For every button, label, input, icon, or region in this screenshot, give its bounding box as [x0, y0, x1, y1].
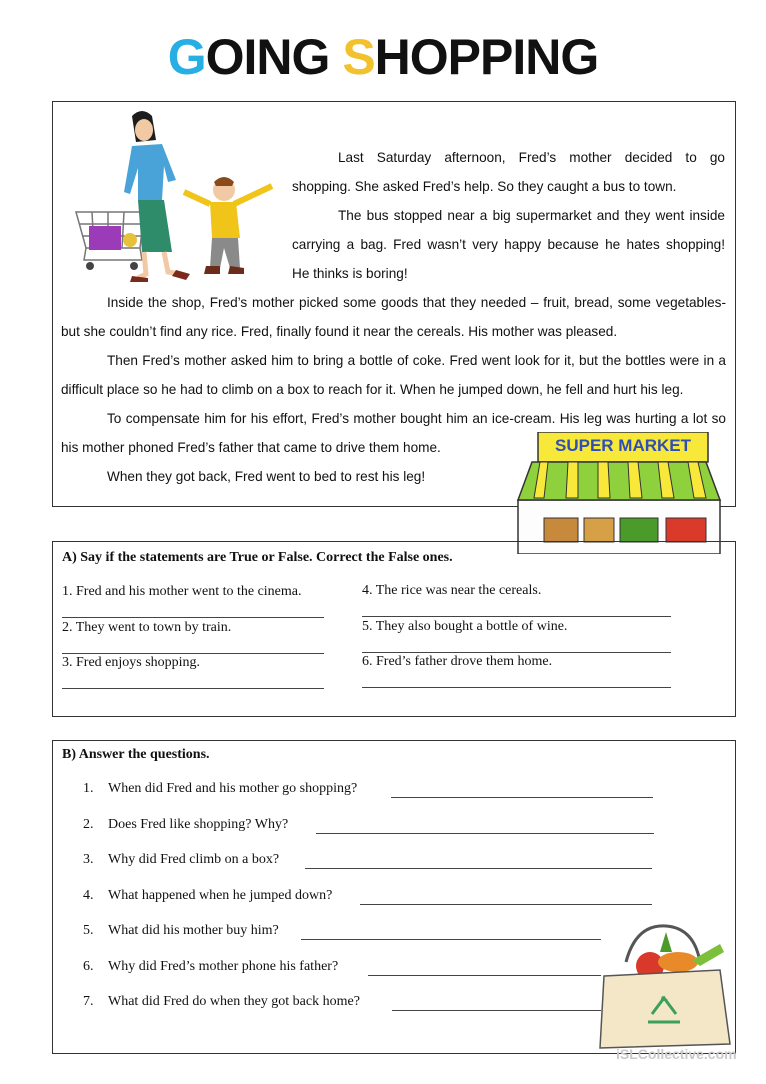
story-paragraph-4: Then Fred’s mother asked him to bring a bottle of coke. Fred went look for it, but the bottles were in a difficult place so he had to climb on a box to reach for it. When he jumped down, he fell and hurt his leg. [61, 353, 726, 397]
question-3: 3. Why did Fred climb on a box? [83, 852, 280, 867]
worksheet-title [0, 28, 766, 86]
question-7: 7. What did Fred do when they got back home? [83, 994, 360, 1009]
question-5-answer-line[interactable] [301, 939, 601, 940]
section-a-title: A) Say if the statements are True or False. Correct the False ones. [62, 550, 453, 565]
shopping-bag-illustration [596, 922, 738, 1054]
title-first-rest: OING [205, 29, 343, 85]
question-1-answer-line[interactable] [391, 797, 653, 798]
statement-4: 4. The rice was near the cereals. [362, 583, 542, 598]
statement-6: 6. Fred’s father drove them home. [362, 654, 553, 669]
question-6: 6. Why did Fred’s mother phone his father? [83, 959, 339, 974]
supermarket-sign: SUPER MARKET [554, 436, 691, 455]
question-2-answer-line[interactable] [316, 833, 654, 834]
story-paragraph-1-line-1: Last Saturday afternoon, Fred’s mother decided to go [338, 150, 725, 165]
story-paragraph-3: Inside the shop, Fred’s mother picked some goods that they needed – fruit, bread, some vegetables- but she couldn’t find any rice. Fred, finally found it near the cereals. His mother was pleased. [61, 295, 726, 339]
question-4-answer-line[interactable] [360, 904, 652, 905]
story-paragraph-2-line-2: carrying a bag. Fred wasn’t very happy because he hates shopping! [292, 237, 725, 252]
statement-1: 1. Fred and his mother went to the cinema. [62, 584, 302, 599]
story-paragraph-6: When they got back, Fred went to bed to rest his leg! [107, 469, 426, 484]
statement-2: 2. They went to town by train. [62, 620, 232, 635]
section-b-title: B) Answer the questions. [62, 747, 210, 762]
question-7-answer-line[interactable] [392, 1010, 601, 1011]
answer-line-4[interactable] [362, 616, 671, 617]
answer-line-1[interactable] [62, 617, 324, 618]
title-second-capital: S [342, 29, 375, 85]
story-paragraph-2-line-3: He thinks is boring! [292, 266, 408, 281]
title-first-capital: G [167, 29, 206, 85]
statement-3: 3. Fred enjoys shopping. [62, 655, 201, 670]
question-1: 1. When did Fred and his mother go shopping? [83, 781, 358, 796]
watermark: iSLCollective.com [616, 1046, 737, 1062]
title-second-rest: HOPPING [374, 29, 599, 85]
answer-line-3[interactable] [62, 688, 324, 689]
answer-line-6[interactable] [362, 687, 671, 688]
statement-5: 5. They also bought a bottle of wine. [362, 619, 568, 634]
answer-line-2[interactable] [62, 653, 324, 654]
story-paragraph-5: To compensate him for his effort, Fred’s mother bought him an ice-cream. His leg was hurting a lot so his mother phoned Fred’s father that came to drive them home. [61, 411, 726, 455]
question-3-answer-line[interactable] [305, 868, 652, 869]
question-5: 5. What did his mother buy him? [83, 923, 279, 938]
question-4: 4. What happened when he jumped down? [83, 888, 333, 903]
story-paragraph-1-line-2: shopping. She asked Fred’s help. So they caught a bus to town. [292, 179, 677, 194]
question-2: 2. Does Fred like shopping? Why? [83, 817, 289, 832]
answer-line-5[interactable] [362, 652, 671, 653]
question-6-answer-line[interactable] [368, 975, 601, 976]
story-paragraph-2-line-1: The bus stopped near a big supermarket and they went inside [338, 208, 725, 223]
mother-and-son-shopping-illustration [72, 108, 284, 284]
supermarket-illustration [516, 432, 722, 554]
